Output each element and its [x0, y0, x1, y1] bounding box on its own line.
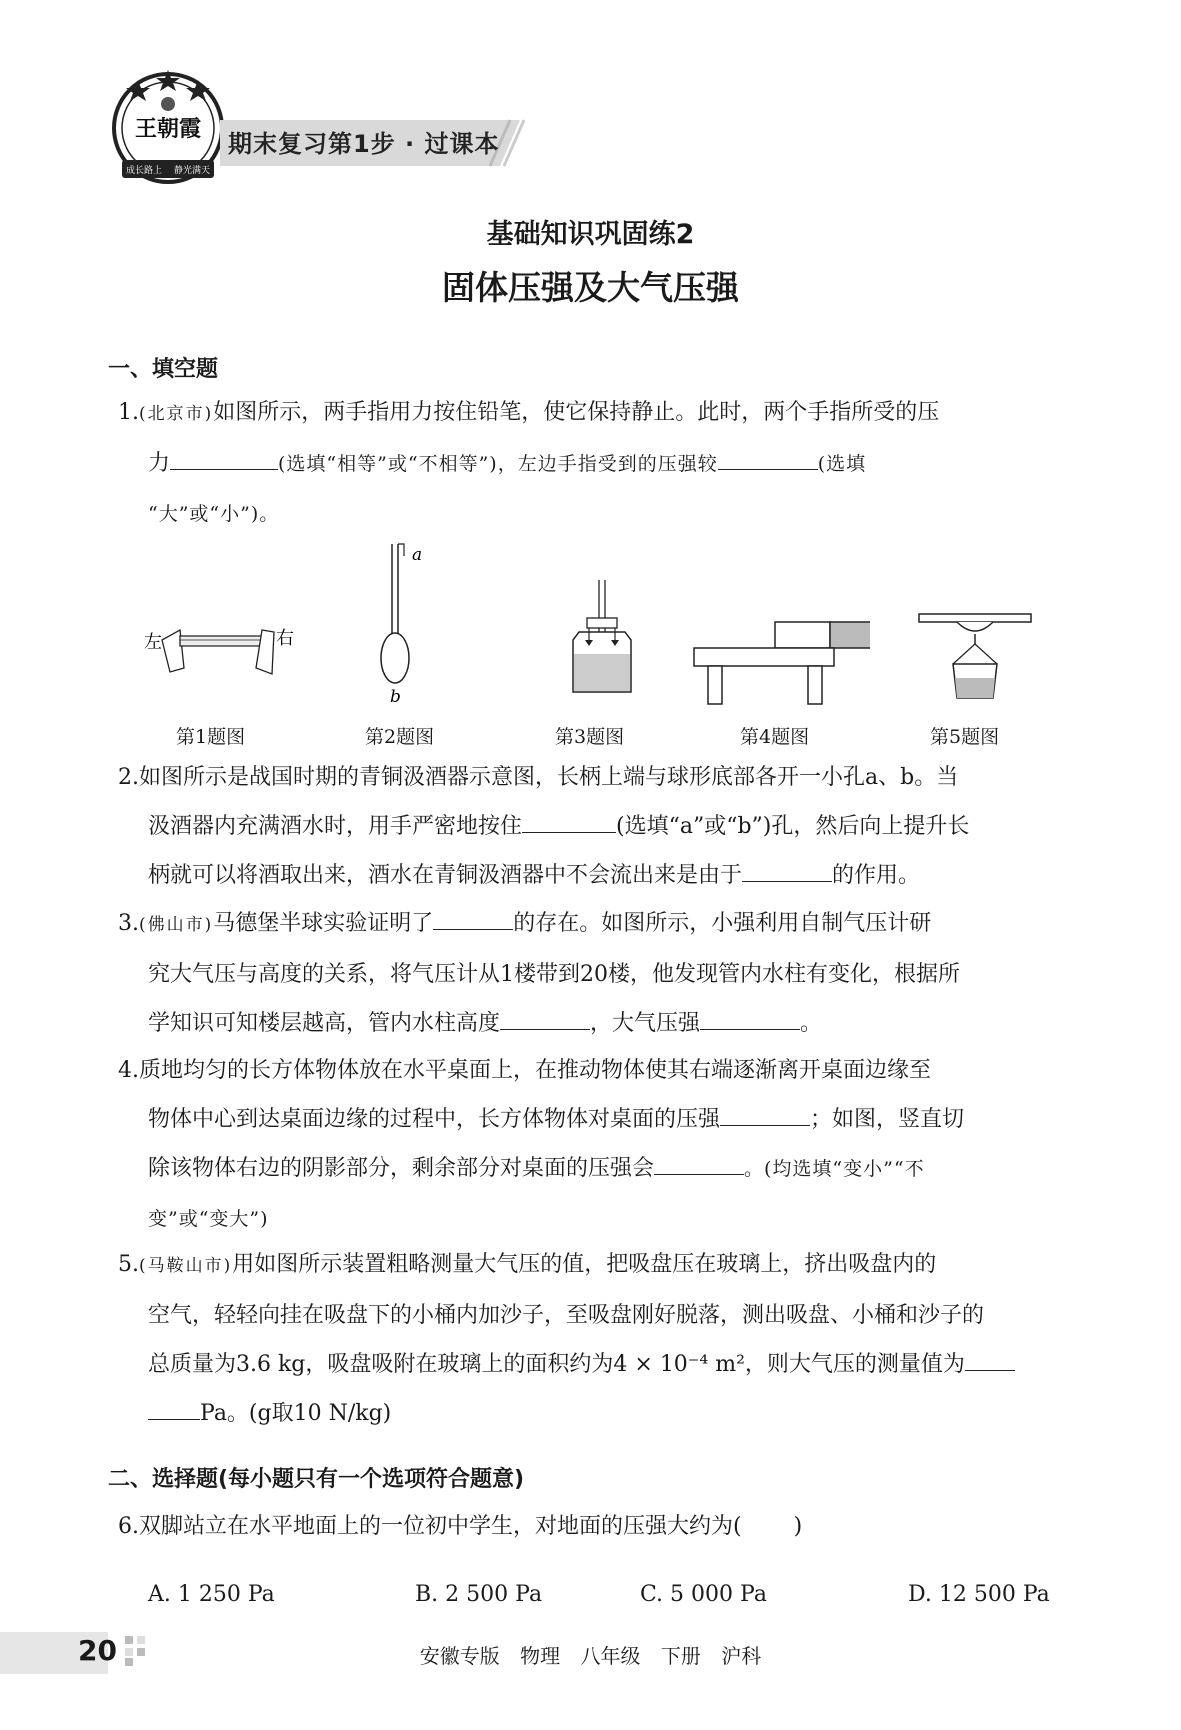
page-number: 20	[78, 1634, 117, 1667]
section-multiple-choice: 二、选择题(每小题只有一个选项符合题意)	[108, 1467, 525, 1492]
q2-text-2: 汲酒器内充满酒水时，用手严密地按住	[148, 814, 523, 839]
q2-text-4: 柄就可以将酒取出来，酒水在青铜汲酒器中不会流出来是由于	[148, 863, 743, 888]
fig2-label-b: b	[390, 687, 401, 707]
question-2	[118, 753, 1078, 900]
q3-source: (佛山市)	[139, 915, 214, 935]
q6-number: 6.	[118, 1514, 139, 1539]
figure-4-block-on-table	[690, 540, 870, 710]
caption-fig5: 第5题图	[930, 726, 1000, 748]
q1-number: 1.	[118, 400, 139, 425]
q4-text-1: 质地均匀的长方体物体放在水平桌面上，在推动物体使其右端逐渐离开桌面边缘至	[139, 1058, 932, 1083]
q6-close-paren: )	[793, 1514, 803, 1539]
q3-text-6: 。	[800, 1011, 823, 1036]
q1-blank-1[interactable]	[170, 447, 278, 470]
q1-blank-2[interactable]	[718, 447, 818, 470]
q4-text-2: 物体中心到达桌面边缘的过程中，长方体物体对桌面的压强	[148, 1107, 721, 1132]
question-3	[118, 899, 1078, 1048]
question-4	[118, 1046, 1078, 1244]
figure-1-pencil	[140, 540, 300, 710]
q6-option-a[interactable]: A. 1 250 Pa	[148, 1582, 275, 1607]
q3-text-3: 究大气压与高度的关系，将气压计从1楼带到20楼，他发现管内水柱有变化，根据所	[148, 962, 960, 987]
q3-text-5: ，大气压强	[590, 1011, 701, 1036]
footer-info: 安徽专版 物理 八年级 下册 沪科	[419, 1644, 762, 1668]
series-title: 期末复习第1步 · 过课本	[228, 130, 500, 158]
figure-3-barometer	[565, 540, 645, 710]
q5-blank-1a[interactable]	[965, 1348, 1015, 1371]
q2-blank-2[interactable]	[742, 859, 832, 882]
caption-fig4: 第4题图	[740, 726, 810, 748]
q3-blank-1[interactable]	[433, 907, 513, 930]
q5-number: 5.	[118, 1252, 139, 1277]
figure-5-suction-cup	[915, 540, 1035, 710]
q1-source: (北京市)	[139, 404, 214, 424]
q3-text-4: 学知识可知楼层越高，管内水柱高度	[148, 1011, 501, 1036]
q2-blank-1[interactable]	[522, 810, 616, 833]
q5-text-2: 空气，轻轻向挂在吸盘下的小桶内加沙子，至吸盘刚好脱落，测出吸盘、小桶和沙子的	[148, 1303, 985, 1328]
q2-text-3: (选填“a”或“b”)孔，然后向上提升长	[616, 814, 970, 839]
q1-text-2: 力	[148, 451, 171, 476]
q4-text-3: ；如图，竖直切	[810, 1107, 965, 1132]
page-subtitle: 基础知识巩固练2	[486, 219, 695, 250]
caption-fig1: 第1题图	[176, 726, 246, 748]
q5-blank-1b[interactable]	[148, 1397, 200, 1420]
logo-slogan-left: 成长路上	[125, 166, 163, 176]
q5-text-4: Pa。(g取10 N/kg)	[200, 1401, 392, 1426]
q6-option-b[interactable]: B. 2 500 Pa	[415, 1582, 543, 1607]
q1-text-5: “大”或“小”)。	[148, 503, 280, 525]
caption-fig3: 第3题图	[555, 726, 625, 748]
q4-blank-1[interactable]	[720, 1103, 810, 1126]
q1-text-1: 如图所示，两手指用力按住铅笔，使它保持静止。此时，两个手指所受的压	[213, 400, 940, 425]
caption-fig2: 第2题图	[365, 726, 435, 748]
fig1-left-label: 左	[144, 632, 162, 653]
question-6	[118, 1502, 1078, 1551]
q4-text-4: 除该物体右边的阴影部分，剩余部分对桌面的压强会	[148, 1156, 655, 1181]
q5-text-3: 总质量为3.6 kg，吸盘吸附在玻璃上的面积约为4 × 10⁻⁴ m²，则大气压的测量值为	[148, 1352, 965, 1377]
q3-number: 3.	[118, 911, 139, 936]
question-1	[118, 388, 1078, 539]
q1-text-4: (选填	[817, 453, 867, 475]
q3-text-1: 马德堡半球实验证明了	[213, 911, 434, 936]
q2-text-1: 如图所示是战国时期的青铜汲酒器示意图，长柄上端与球形底部各开一小孔a、b。当	[139, 765, 959, 790]
q1-text-3: (选填“相等”或“不相等”)，左边手指受到的压强较	[278, 453, 718, 475]
q2-text-5: 的作用。	[832, 863, 921, 888]
q3-blank-3[interactable]	[700, 1007, 800, 1030]
q2-number: 2.	[118, 765, 139, 790]
q6-option-c[interactable]: C. 5 000 Pa	[640, 1582, 767, 1607]
fig1-right-label: 右	[276, 628, 294, 649]
figure-2-bronze-ladle	[370, 540, 460, 710]
question-5	[118, 1240, 1078, 1438]
logo-slogan-right: 静光满天	[173, 166, 211, 176]
logo-name: 王朝霞	[134, 116, 202, 142]
q4-text-5: 。(均选填“变小”“不	[744, 1158, 925, 1180]
page-title: 固体压强及大气压强	[442, 268, 739, 307]
q4-text-6: 变”或“变大”)	[148, 1208, 269, 1230]
q5-source: (马鞍山市)	[139, 1256, 233, 1276]
q6-option-d[interactable]: D. 12 500 Pa	[908, 1582, 1050, 1607]
q5-text-1: 用如图所示装置粗略测量大气压的值，把吸盘压在玻璃上，挤出吸盘内的	[232, 1252, 937, 1277]
q6-text: 双脚站立在水平地面上的一位初中学生，对地面的压强大约为(	[139, 1514, 742, 1539]
fig2-label-a: a	[412, 545, 423, 565]
wangzhaoxia-logo	[108, 68, 228, 188]
q4-number: 4.	[118, 1058, 139, 1083]
q4-blank-2[interactable]	[654, 1152, 744, 1175]
section-fill-in: 一、填空题	[108, 357, 219, 382]
q3-blank-2[interactable]	[500, 1007, 590, 1030]
q3-text-2: 的存在。如图所示，小强利用自制气压计研	[513, 911, 932, 936]
